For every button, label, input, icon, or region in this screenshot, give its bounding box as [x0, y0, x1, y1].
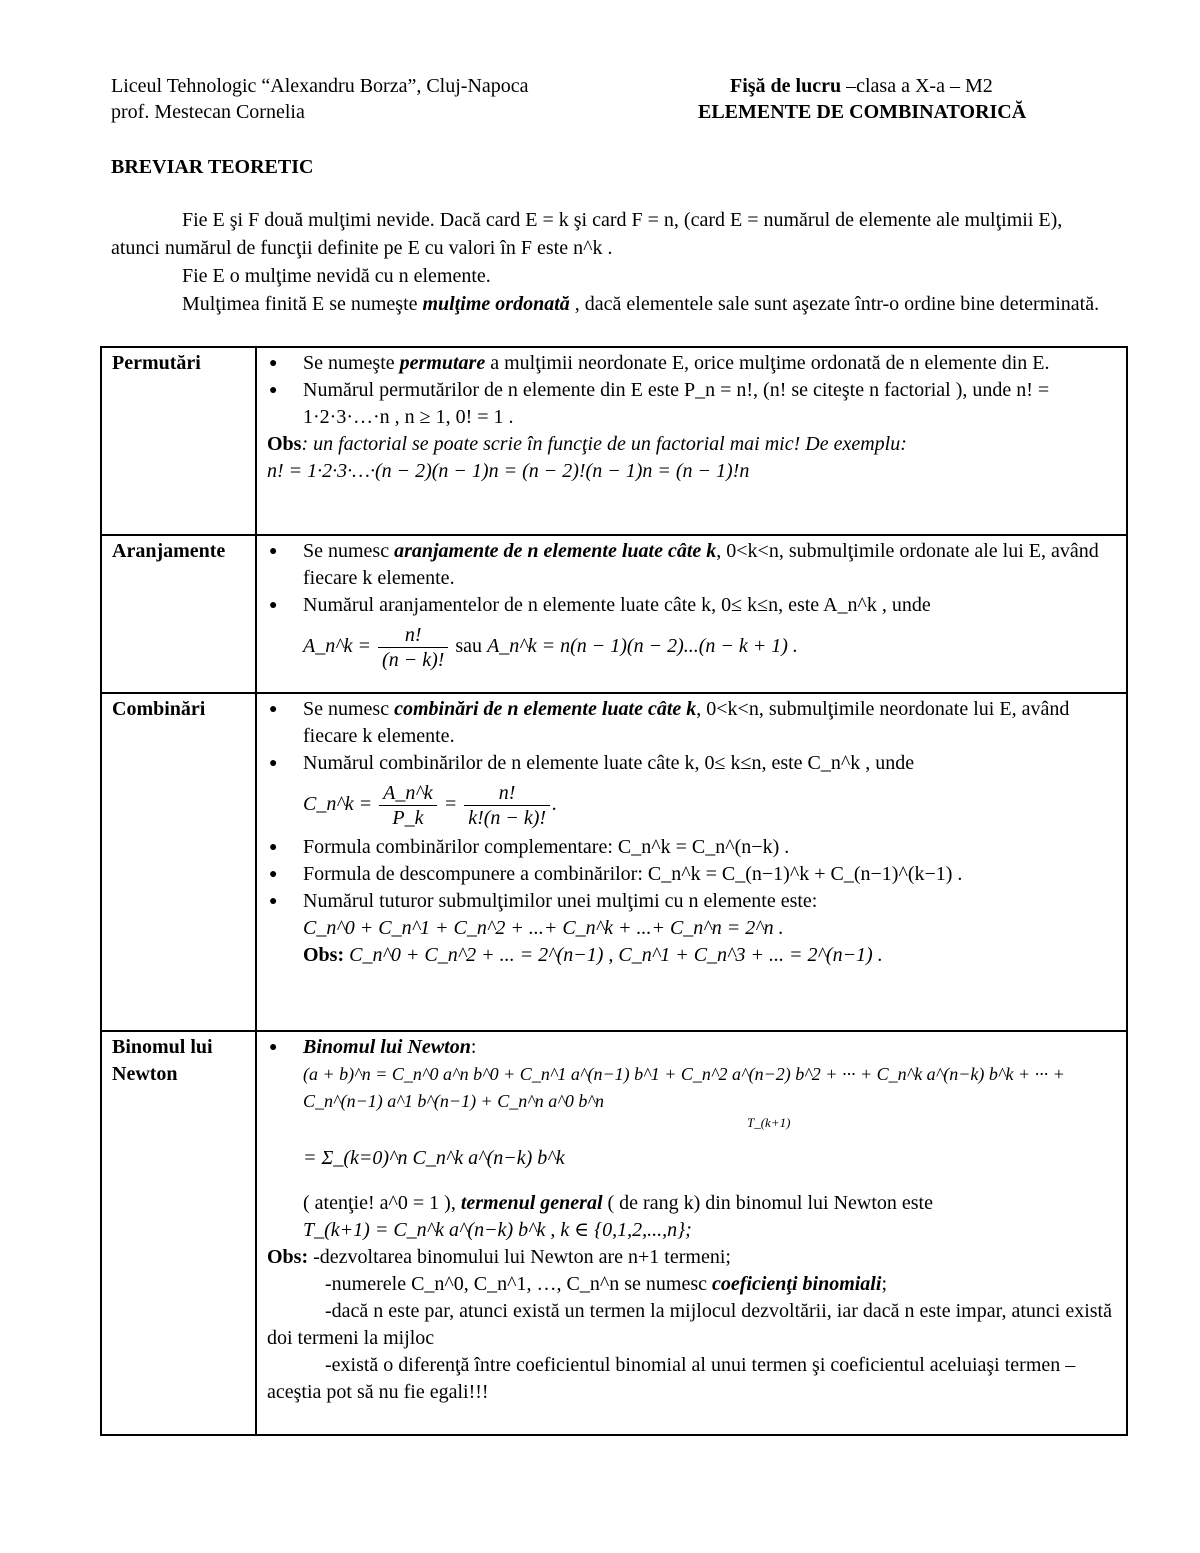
perm-definition: [303, 350, 1118, 377]
comb-fraction-1: [379, 781, 437, 830]
comb-subsets-text: Numărul tuturor submulţimilor unei mulţimi cu n elemente este:: [303, 890, 818, 912]
perm-obs: [267, 431, 1118, 458]
comb-definition: [303, 696, 1118, 750]
newton-general-formula: T_(k+1) = C_n^k a^(n−k) b^k , k ∈ {0,1,2,...,n};: [303, 1219, 692, 1241]
perm-def-start: Se numeşte: [303, 352, 400, 374]
table-row-aranjamente: [101, 535, 1127, 693]
table-row-newton: [101, 1031, 1127, 1435]
table-row-permutari: [101, 347, 1127, 535]
newton-obs-1: [267, 1244, 1118, 1271]
school-name: Liceul Tehnologic “Alexandru Borza”, Cluj-Napoca: [111, 75, 529, 97]
section-title: BREVIAR TEORETIC: [111, 156, 314, 178]
comb-formula: C_n^k = $\frac{A\_n\^{}k}{P\_k}$ = $\frac{n!}{k!(n - k)!}$ .: [303, 782, 558, 829]
newton-gen-term: termenul general: [460, 1192, 603, 1214]
newton-obs-label: Obs:: [267, 1246, 309, 1268]
newton-sum: = Σ_(k=0)^n C_n^k a^(n−k) b^k: [303, 1147, 565, 1169]
aranj-count: ● Numărul aranjamentelor de n elemente luate câte k, 0≤ k≤n, este A_n^k , unde: [303, 592, 1118, 619]
aranj-def-start: Se numesc: [303, 540, 395, 562]
newton-expansion: (a + b)^n = C_n^0 a^n b^0 + C_n^1 a^(n−1) b^1 + C_n^2 a^(n−2) b^2 + ··· + C_n^k a^(n−k) b^k + ··· + C_n^(n−1) a^1 b^(n−1) + C_n^n a^0 b^n: [303, 1064, 1065, 1111]
teacher-name: prof. Mestecan Cornelia: [111, 101, 305, 123]
aranj-def-term: aranjamente de n elemente luate câte k: [394, 540, 717, 562]
intro-paragraph-1: Fie E şi F două mulţimi nevide. Dacă card E = k şi card F = n, (card E = numărul de elemente ale mulţimii E), atunci numărul de funcţii definite pe E cu valori în F este n^k .: [111, 209, 1063, 259]
comb-def-start: Se numesc: [303, 698, 395, 720]
aranj-fraction: [378, 623, 448, 672]
table-row-combinari: [101, 693, 1127, 1031]
newton-obs-1-text: -dezvoltarea binomului lui Newton are n+1 termeni;: [308, 1246, 731, 1268]
aranj-formula-rhs: A_n^k = n(n − 1)(n − 2)...(n − k + 1) .: [487, 635, 798, 658]
intro-p3-end: , dacă elementele sale sunt aşezate într-o ordine bine determinată.: [569, 293, 1100, 315]
row-content-newton: [256, 1031, 1127, 1435]
comb-def-end: , 0<k<n, submulţimile neordonate lui E, având fiecare k elemente.: [303, 698, 1070, 747]
sheet-title-rest: –clasa a X-a – M2: [841, 75, 993, 97]
sheet-title: [730, 74, 993, 98]
row-content-combinari: [256, 693, 1127, 1031]
perm-count: ● Numărul permutărilor de n elemente din E este P_n = n!, (n! se citeşte n factorial ), unde n! = 1·2·3·…·n , n ≥ 1, 0! = 1 .: [303, 377, 1118, 431]
newton-obs-2-end: ;: [881, 1273, 887, 1295]
row-label-newton: Binomul lui Newton: [101, 1031, 256, 1435]
aranj-fraction-num: n!: [378, 623, 448, 648]
intro-p3-term: mulţime ordonată: [422, 293, 570, 315]
aranj-fraction-den: (n − k)!: [382, 649, 445, 671]
comb-count: ● Numărul combinărilor de n elemente luate câte k, 0≤ k≤n, este C_n^k , unde: [303, 750, 1118, 777]
intro-paragraph-2: Fie E o mulţime nevidă cu n elemente.: [182, 265, 491, 287]
newton-obs-3: -dacă n este par, atunci există un termen la mijlocul dezvoltării, iar dacă n este impar, atunci există doi termeni la mijloc: [267, 1300, 1112, 1349]
intro-paragraph-3: [111, 290, 1101, 318]
row-label-aranjamente: Aranjamente: [101, 535, 256, 693]
newton-gen-end: ( de rang k) din binomul lui Newton este: [602, 1192, 933, 1214]
newton-general-term: [267, 1190, 1118, 1217]
aranj-def-end: , 0<k<n, submulţimile ordonate ale lui E, având fiecare k elemente.: [303, 540, 1099, 589]
comb-formula-lhs: C_n^k =: [303, 793, 373, 816]
newton-obs-2: [267, 1271, 1118, 1298]
comb-fraction-2-num: n!: [464, 781, 550, 806]
aranj-formula: [267, 623, 1118, 672]
comb-complementary: ● Formula combinărilor complementare: C_n^k = C_n^(n−k) .: [303, 834, 1118, 861]
intro-text: [111, 206, 1101, 318]
row-label-combinari: Combinări: [101, 693, 256, 1031]
aranj-definition: [303, 538, 1118, 592]
perm-obs-text: : un factorial se poate scrie în funcţie de un factorial mai mic! De exemplu:: [301, 433, 907, 455]
perm-obs-formula: n! = 1·2·3·…·(n − 2)(n − 1)n = (n − 2)!(n − 1)n = (n − 1)!n: [267, 460, 750, 482]
comb-fraction-2-den: k!(n − k)!: [468, 807, 547, 829]
comb-subsets-formula: C_n^0 + C_n^1 + C_n^2 + ...+ C_n^k + ...+ C_n^n = 2^n .: [303, 917, 784, 939]
comb-fraction-2: [464, 781, 550, 830]
comb-decomposition: ● Formula de descompunere a combinărilor: C_n^k = C_(n−1)^k + C_(n−1)^(k−1) .: [303, 861, 1118, 888]
aranj-formula-sau: sau: [450, 635, 488, 658]
newton-obs-4: -există o diferenţă între coeficientul binomial al unui termen şi coeficientul aceluiaşi termen – aceştia pot să nu fie egali!!!: [267, 1354, 1076, 1403]
perm-obs-label: Obs: [267, 433, 302, 455]
intro-p3-start: Mulţimea finită E se numeşte: [182, 293, 423, 315]
row-content-aranjamente: [256, 535, 1127, 693]
newton-title: ● Binomul lui Newton:: [303, 1034, 1118, 1061]
comb-def-term: combinări de n elemente luate câte k: [394, 698, 697, 720]
comb-obs-label: Obs:: [303, 944, 345, 966]
newton-tk-label: T_(k+1): [747, 1115, 791, 1130]
theory-table: [100, 346, 1128, 1436]
comb-subsets: [303, 888, 1118, 969]
newton-title-text: Binomul lui Newton: [303, 1036, 471, 1058]
row-label-permutari: Permutări: [101, 347, 256, 535]
perm-def-term: permutare: [399, 352, 486, 374]
perm-def-end: a mulţimii neordonate E, orice mulţime ordonată de n elemente din E.: [485, 352, 1050, 374]
newton-obs-2-start: -numerele C_n^0, C_n^1, …, C_n^n se numesc: [325, 1273, 712, 1295]
aranj-formula-lhs: A_n^k =: [303, 635, 372, 658]
comb-fraction-1-num: A_n^k: [379, 781, 437, 806]
newton-gen-start: ( atenţie! a^0 = 1 ),: [303, 1192, 461, 1214]
comb-fraction-1-den: P_k: [392, 807, 424, 829]
row-content-permutari: [256, 347, 1127, 535]
newton-obs-2-term: coeficienţi binomiali: [712, 1273, 882, 1295]
sheet-title-bold: Fişă de lucru: [730, 75, 842, 97]
comb-obs-formula: C_n^0 + C_n^2 + ... = 2^(n−1) , C_n^1 + C_n^3 + ... = 2^(n−1) .: [349, 944, 883, 966]
topic-title: ELEMENTE DE COMBINATORICĂ: [698, 101, 1027, 123]
